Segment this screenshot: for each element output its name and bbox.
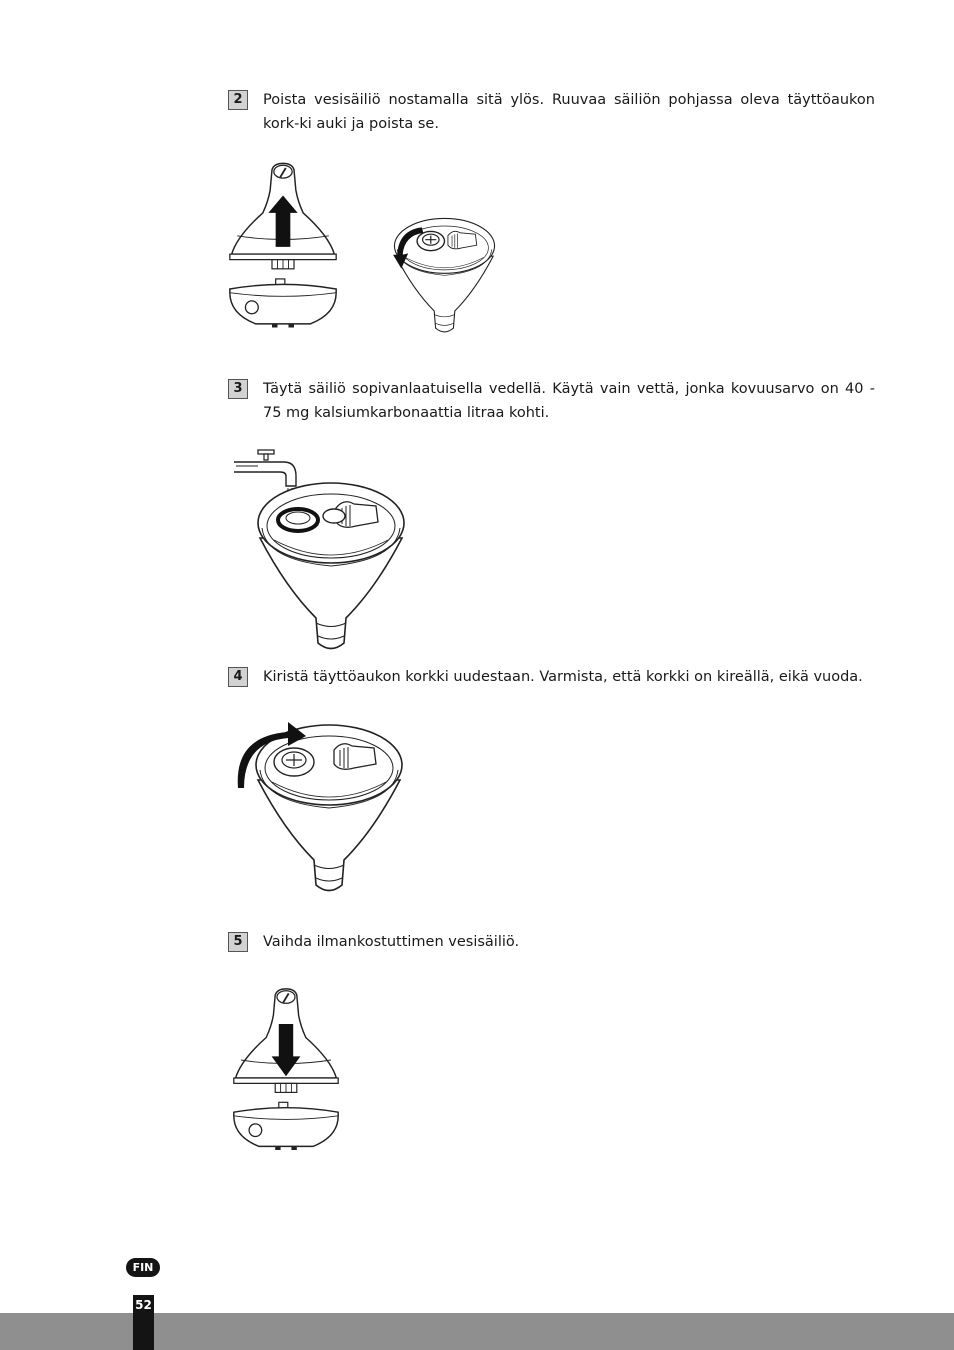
step-instruction: Poista vesisäiliö nostamalla sitä ylös. Ruuvaa säiliön pohjassa oleva täyttöaukon kork-ki auki ja poista se. bbox=[263, 92, 875, 132]
cap-unscrew-illustration bbox=[372, 215, 517, 335]
tank-fill-illustration bbox=[234, 448, 406, 634]
tank-lift-illustration bbox=[228, 155, 338, 335]
tank-replace-illustration bbox=[232, 975, 340, 1163]
step-instruction: Kiristä täyttöaukon korkki uudestaan. Varmista, että korkki on kireällä, eikä vuoda. bbox=[263, 669, 863, 685]
step-number: 5 bbox=[228, 932, 248, 952]
faucet-icon bbox=[234, 450, 296, 486]
step-number: 3 bbox=[228, 379, 248, 399]
step-instruction: Täytä säiliö sopivanlaatuisella vedellä. Käytä vain vettä, jonka kovuusarvo on 40 - 75 mg kalsiumkarbonaattia litraa kohti. bbox=[263, 381, 875, 421]
step-instruction: Vaihda ilmankostuttimen vesisäiliö. bbox=[263, 934, 520, 950]
cap-tighten-illustration bbox=[230, 718, 408, 896]
page-number: 52 bbox=[135, 1298, 152, 1312]
step-number: 2 bbox=[228, 90, 248, 110]
cap bbox=[417, 231, 444, 250]
step-number: 4 bbox=[228, 667, 248, 687]
language-badge: FIN bbox=[126, 1258, 160, 1277]
